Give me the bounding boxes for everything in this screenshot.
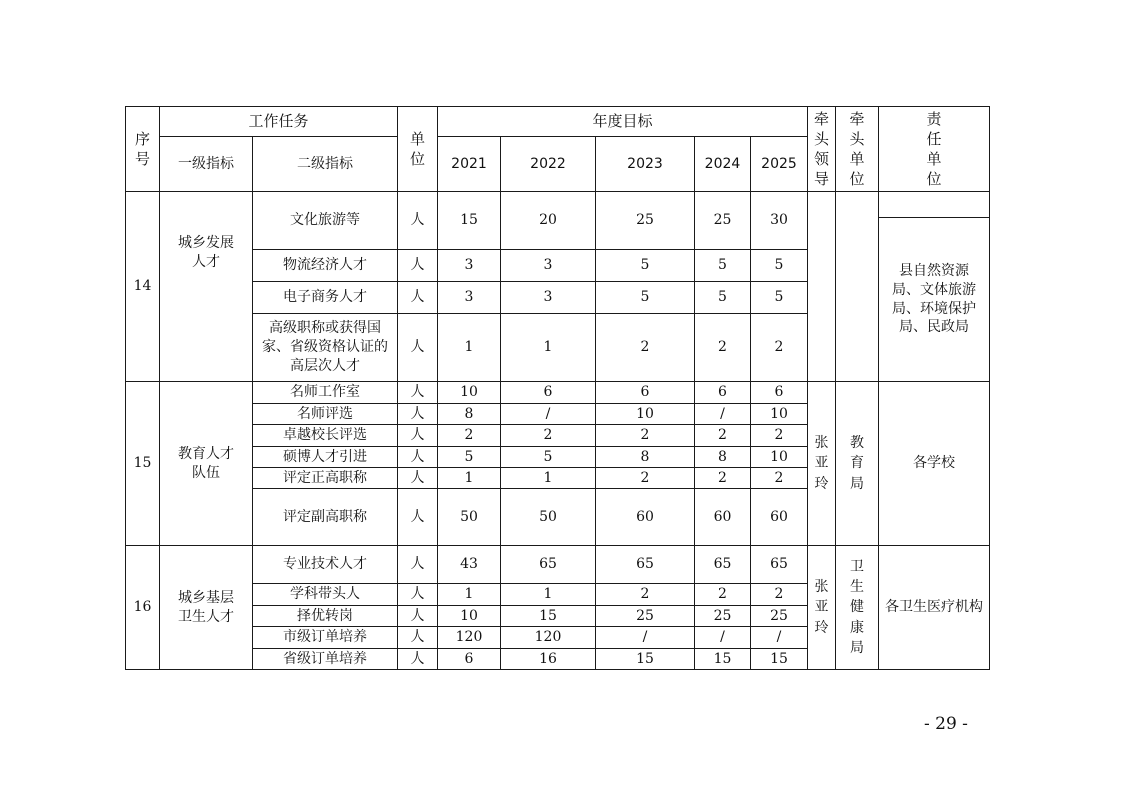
level1-cell: 教育人才队伍	[160, 382, 253, 546]
level2-cell: 评定副高职称	[253, 489, 398, 546]
value-cell: 2	[751, 425, 808, 447]
value-cell: 10	[751, 404, 808, 425]
value-cell: 5	[695, 249, 751, 281]
level2-cell: 卓越校长评选	[253, 425, 398, 447]
level2-cell: 名师评选	[253, 404, 398, 425]
value-cell: 1	[438, 314, 501, 382]
value-cell: 3	[501, 249, 596, 281]
level1-cell: 城乡发展人才	[160, 192, 253, 382]
value-cell: 2	[695, 425, 751, 447]
value-cell: 2	[751, 468, 808, 489]
value-cell: 2	[596, 314, 695, 382]
value-cell: /	[501, 404, 596, 425]
value-cell: 2	[751, 314, 808, 382]
header-unit: 单 位	[398, 107, 438, 192]
value-cell: 5	[438, 447, 501, 468]
seq-cell: 14	[126, 192, 160, 382]
unit-cell: 人	[398, 489, 438, 546]
unit-cell: 人	[398, 192, 438, 250]
header-year: 2024	[695, 137, 751, 192]
header-resp-unit: 责 任 单 位	[879, 107, 990, 192]
value-cell: 2	[596, 468, 695, 489]
value-cell: 1	[501, 584, 596, 606]
resp-unit-cell: 各学校	[879, 382, 990, 546]
value-cell: 2	[695, 584, 751, 606]
level2-cell: 专业技术人才	[253, 546, 398, 584]
lead-leader-cell: 张亚玲	[808, 546, 836, 670]
value-cell: 5	[751, 249, 808, 281]
header-year: 2022	[501, 137, 596, 192]
value-cell: 10	[438, 606, 501, 627]
header-level2: 二级指标	[253, 137, 398, 192]
value-cell: 15	[438, 192, 501, 250]
unit-cell: 人	[398, 314, 438, 382]
value-cell: 1	[501, 314, 596, 382]
header-task: 工作任务	[160, 107, 398, 137]
value-cell: 15	[695, 649, 751, 670]
level2-cell: 高级职称或获得国家、省级资格认证的高层次人才	[253, 314, 398, 382]
unit-cell: 人	[398, 606, 438, 627]
value-cell: 10	[751, 447, 808, 468]
value-cell: 65	[695, 546, 751, 584]
value-cell: 2	[438, 425, 501, 447]
unit-cell: 人	[398, 382, 438, 404]
value-cell: 10	[596, 404, 695, 425]
level2-cell: 省级订单培养	[253, 649, 398, 670]
unit-cell: 人	[398, 468, 438, 489]
header-level1: 一级指标	[160, 137, 253, 192]
value-cell: 120	[501, 627, 596, 649]
resp-unit-cell: 县自然资源局、文体旅游局、环境保护局、民政局	[879, 192, 990, 382]
value-cell: 3	[501, 281, 596, 313]
page-number: - 29 -	[924, 714, 968, 734]
talent-target-table	[125, 106, 990, 670]
unit-cell: 人	[398, 546, 438, 584]
level2-cell: 择优转岗	[253, 606, 398, 627]
unit-cell: 人	[398, 627, 438, 649]
value-cell: 25	[751, 606, 808, 627]
value-cell: /	[695, 404, 751, 425]
table-row	[126, 382, 990, 404]
unit-cell: 人	[398, 584, 438, 606]
value-cell: 6	[501, 382, 596, 404]
value-cell: 8	[438, 404, 501, 425]
value-cell: 30	[751, 192, 808, 250]
value-cell: 65	[751, 546, 808, 584]
level2-cell: 学科带头人	[253, 584, 398, 606]
level1-cell: 城乡基层卫生人才	[160, 546, 253, 670]
value-cell: 5	[596, 281, 695, 313]
level2-cell: 名师工作室	[253, 382, 398, 404]
unit-cell: 人	[398, 425, 438, 447]
value-cell: 5	[695, 281, 751, 313]
value-cell: 5	[501, 447, 596, 468]
value-cell: 120	[438, 627, 501, 649]
value-cell: 1	[501, 468, 596, 489]
value-cell: 2	[596, 425, 695, 447]
value-cell: 8	[695, 447, 751, 468]
level2-cell: 文化旅游等	[253, 192, 398, 250]
header-year: 2021	[438, 137, 501, 192]
value-cell: 5	[596, 249, 695, 281]
value-cell: 2	[695, 468, 751, 489]
value-cell: 65	[596, 546, 695, 584]
lead-unit-cell: 卫生健康局	[836, 546, 879, 670]
value-cell: 25	[596, 606, 695, 627]
value-cell: 16	[501, 649, 596, 670]
value-cell: 1	[438, 584, 501, 606]
seq-cell: 16	[126, 546, 160, 670]
value-cell: 6	[751, 382, 808, 404]
unit-cell: 人	[398, 447, 438, 468]
value-cell: 6	[695, 382, 751, 404]
value-cell: 60	[751, 489, 808, 546]
value-cell: 65	[501, 546, 596, 584]
value-cell: 2	[751, 584, 808, 606]
value-cell: 25	[695, 606, 751, 627]
level2-cell: 评定正高职称	[253, 468, 398, 489]
lead-unit-cell	[836, 192, 879, 382]
value-cell: 15	[501, 606, 596, 627]
value-cell: 3	[438, 249, 501, 281]
level2-cell: 市级订单培养	[253, 627, 398, 649]
header-seq: 序 号	[126, 107, 160, 192]
value-cell: 43	[438, 546, 501, 584]
value-cell: 20	[501, 192, 596, 250]
level2-cell: 硕博人才引进	[253, 447, 398, 468]
value-cell: 10	[438, 382, 501, 404]
value-cell: 2	[695, 314, 751, 382]
value-cell: 15	[751, 649, 808, 670]
level2-cell: 电子商务人才	[253, 281, 398, 313]
value-cell: 60	[596, 489, 695, 546]
header-annual-target: 年度目标	[438, 107, 808, 137]
value-cell: 25	[695, 192, 751, 250]
value-cell: 2	[596, 584, 695, 606]
unit-cell: 人	[398, 404, 438, 425]
lead-leader-cell	[808, 192, 836, 382]
unit-cell: 人	[398, 281, 438, 313]
header-lead-leader: 牵 头 领 导	[808, 107, 836, 192]
value-cell: /	[596, 627, 695, 649]
value-cell: 2	[501, 425, 596, 447]
lead-unit-cell: 教育局	[836, 382, 879, 546]
value-cell: 8	[596, 447, 695, 468]
value-cell: 3	[438, 281, 501, 313]
unit-cell: 人	[398, 649, 438, 670]
table-row	[126, 192, 990, 250]
value-cell: /	[695, 627, 751, 649]
unit-cell: 人	[398, 249, 438, 281]
value-cell: 5	[751, 281, 808, 313]
value-cell: 1	[438, 468, 501, 489]
value-cell: 6	[596, 382, 695, 404]
value-cell: /	[751, 627, 808, 649]
table-row	[126, 546, 990, 584]
value-cell: 25	[596, 192, 695, 250]
value-cell: 50	[438, 489, 501, 546]
value-cell: 60	[695, 489, 751, 546]
header-year: 2023	[596, 137, 695, 192]
level2-cell: 物流经济人才	[253, 249, 398, 281]
seq-cell: 15	[126, 382, 160, 546]
header-lead-unit: 牵 头 单 位	[836, 107, 879, 192]
resp-unit-cell: 各卫生医疗机构	[879, 546, 990, 670]
value-cell: 15	[596, 649, 695, 670]
header-year: 2025	[751, 137, 808, 192]
value-cell: 50	[501, 489, 596, 546]
value-cell: 6	[438, 649, 501, 670]
lead-leader-cell: 张亚玲	[808, 382, 836, 546]
